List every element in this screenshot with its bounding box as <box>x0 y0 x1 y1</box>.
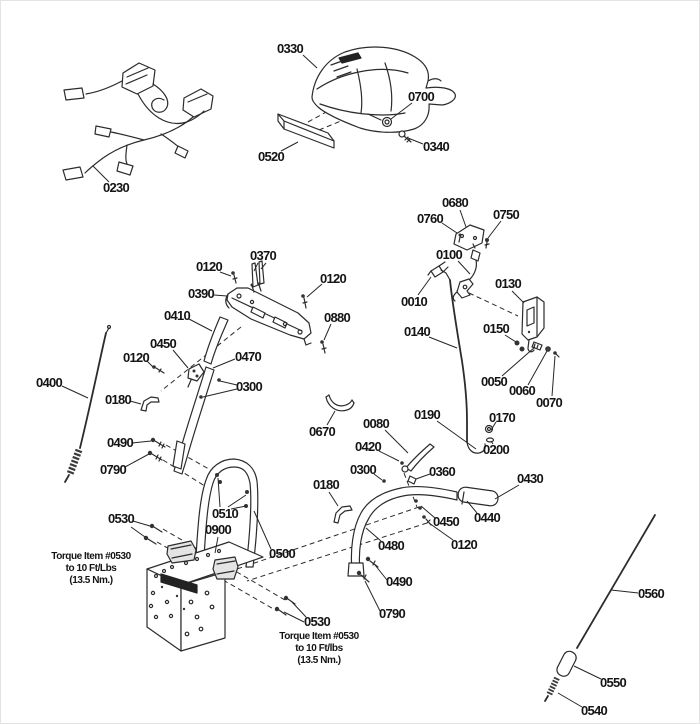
part-label-0170: 0170 <box>488 410 516 425</box>
leader-line-0330 <box>303 55 317 68</box>
leader-line-0130 <box>512 291 524 303</box>
part-label-0180: 0180 <box>312 477 340 492</box>
part-label-0500: 0500 <box>268 546 296 561</box>
part-label-0050: 0050 <box>480 374 508 389</box>
part-label-0900: 0900 <box>204 522 232 537</box>
leader-line-0530 <box>284 612 304 622</box>
leader-line-0410 <box>189 319 212 331</box>
part-label-0100: 0100 <box>435 247 463 262</box>
upper-handle-left-drawing <box>173 317 228 474</box>
part-label-0490: 0490 <box>385 574 413 589</box>
part-label-0410: 0410 <box>163 308 191 323</box>
cable-clip-left-drawing <box>141 397 159 411</box>
part-label-0230: 0230 <box>102 180 130 195</box>
leader-line-0540 <box>558 693 582 707</box>
part-label-0790: 0790 <box>99 462 127 477</box>
screw-0340-drawing <box>399 131 411 142</box>
leader-line-0490 <box>132 441 151 443</box>
leader-line-0790 <box>365 581 380 611</box>
part-label-0420: 0420 <box>354 439 382 454</box>
part-drawings <box>63 47 655 701</box>
part-label-0300: 0300 <box>349 462 377 477</box>
part-label-0120: 0120 <box>195 259 223 274</box>
leader-line-0360 <box>416 474 430 479</box>
part-label-0070: 0070 <box>535 395 563 410</box>
leader-line-0050 <box>502 347 535 376</box>
part-label-0880: 0880 <box>323 310 351 325</box>
part-label-0560: 0560 <box>637 586 665 601</box>
part-label-0430: 0430 <box>516 471 544 486</box>
leader-line-0880 <box>324 324 331 340</box>
control-rod-left-drawing <box>65 326 111 483</box>
leader-line-0010 <box>418 277 431 295</box>
leader-line-0790 <box>125 454 149 467</box>
part-label-0190: 0190 <box>413 407 441 422</box>
leader-line-0450 <box>173 350 188 368</box>
leader-line-0140 <box>429 337 457 348</box>
leader-line-0190 <box>437 421 476 449</box>
screw-0120-top-left-drawing <box>231 271 237 283</box>
part-label-0200: 0200 <box>482 442 510 457</box>
bolt-0490-left-drawing <box>151 438 165 448</box>
leader-line-0180 <box>130 401 141 404</box>
fastener-cluster-drawing <box>515 341 560 358</box>
screw-0880-drawing <box>320 340 326 353</box>
bolt-0120-mid-drawing <box>152 365 164 373</box>
part-label-0470: 0470 <box>234 349 262 364</box>
nut-0700-drawing <box>383 118 392 127</box>
wiring-harness-drawing <box>63 63 213 180</box>
cable-fitting-0010-drawing <box>428 262 448 277</box>
part-label-0400: 0400 <box>35 375 63 390</box>
part-label-0550: 0550 <box>599 675 627 690</box>
torque-note-2: Torque Item #0530 to 10 Ft/lbs (13.5 Nm.) <box>279 631 359 666</box>
part-label-0480: 0480 <box>377 538 405 553</box>
leader-line-0430 <box>495 485 519 499</box>
part-label-0330: 0330 <box>276 41 304 56</box>
part-label-0340: 0340 <box>422 139 450 154</box>
leader-line-0530 <box>131 527 145 537</box>
leader-line-0400 <box>62 386 88 398</box>
part-label-0530: 0530 <box>107 511 135 526</box>
leader-line-0300 <box>220 381 237 385</box>
leader-line-0670 <box>327 411 335 425</box>
screw-0120-top-right-drawing <box>301 294 307 308</box>
torque-note-1: Torque Item #0530 to 10 Ft/Lbs (13.5 Nm.) <box>51 551 131 586</box>
leader-line-0150 <box>505 335 516 342</box>
part-label-0450: 0450 <box>149 336 177 351</box>
part-label-0300: 0300 <box>235 379 263 394</box>
diagram-canvas <box>1 1 700 724</box>
bolts-0530-left-drawing <box>144 524 162 544</box>
leader-line-0070 <box>552 356 555 396</box>
leader-line-0760 <box>442 223 457 233</box>
part-label-0140: 0140 <box>403 324 431 339</box>
bolt-0490-right-drawing <box>366 557 378 567</box>
trigger-levers-drawing <box>251 261 265 292</box>
part-label-0130: 0130 <box>494 276 522 291</box>
part-label-0360: 0360 <box>428 464 456 479</box>
leader-line-0060 <box>528 351 547 385</box>
part-label-0120: 0120 <box>450 537 478 552</box>
part-label-0700: 0700 <box>407 89 435 104</box>
chute-rod-drawing <box>545 515 655 701</box>
part-label-0370: 0370 <box>249 248 277 263</box>
leader-line-0100 <box>458 261 470 274</box>
part-label-0510: 0510 <box>211 506 239 521</box>
leader-line-0530 <box>133 521 150 526</box>
part-label-0150: 0150 <box>482 321 510 336</box>
hairpin-clip-0670-drawing <box>326 395 354 411</box>
leader-line-0180 <box>329 492 338 506</box>
leader-line-0470 <box>213 359 235 368</box>
part-label-0670: 0670 <box>308 424 336 439</box>
cable-clip-right-drawing <box>334 506 352 523</box>
part-label-0760: 0760 <box>416 211 444 226</box>
part-label-0490: 0490 <box>106 435 134 450</box>
part-label-0080: 0080 <box>362 416 390 431</box>
frame-plate-drawing <box>147 541 263 651</box>
leader-line-0680 <box>460 210 466 227</box>
part-label-0120: 0120 <box>319 271 347 286</box>
part-label-0120: 0120 <box>122 350 150 365</box>
handle-bracket-drawing <box>226 288 311 345</box>
leader-line-0550 <box>574 666 601 679</box>
part-label-0450: 0450 <box>432 514 460 529</box>
part-label-0440: 0440 <box>473 510 501 525</box>
part-label-0010: 0010 <box>400 294 428 309</box>
leader-line-0560 <box>611 590 638 593</box>
leader-line-0080 <box>385 430 408 453</box>
leader-line-0390 <box>214 295 227 296</box>
part-label-0540: 0540 <box>580 703 608 718</box>
part-label-0790: 0790 <box>378 606 406 621</box>
part-label-0520: 0520 <box>257 149 285 164</box>
part-labels <box>36 41 665 718</box>
part-label-0680: 0680 <box>441 195 469 210</box>
part-label-0750: 0750 <box>492 207 520 222</box>
part-label-0060: 0060 <box>508 383 536 398</box>
support-strip-drawing <box>278 114 334 148</box>
leader-line-0750 <box>488 221 501 238</box>
bolt-0790-left-drawing <box>148 451 162 461</box>
part-label-0180: 0180 <box>104 392 132 407</box>
part-label-0530: 0530 <box>303 614 331 629</box>
part-label-0390: 0390 <box>187 286 215 301</box>
leader-line-0420 <box>379 451 399 461</box>
